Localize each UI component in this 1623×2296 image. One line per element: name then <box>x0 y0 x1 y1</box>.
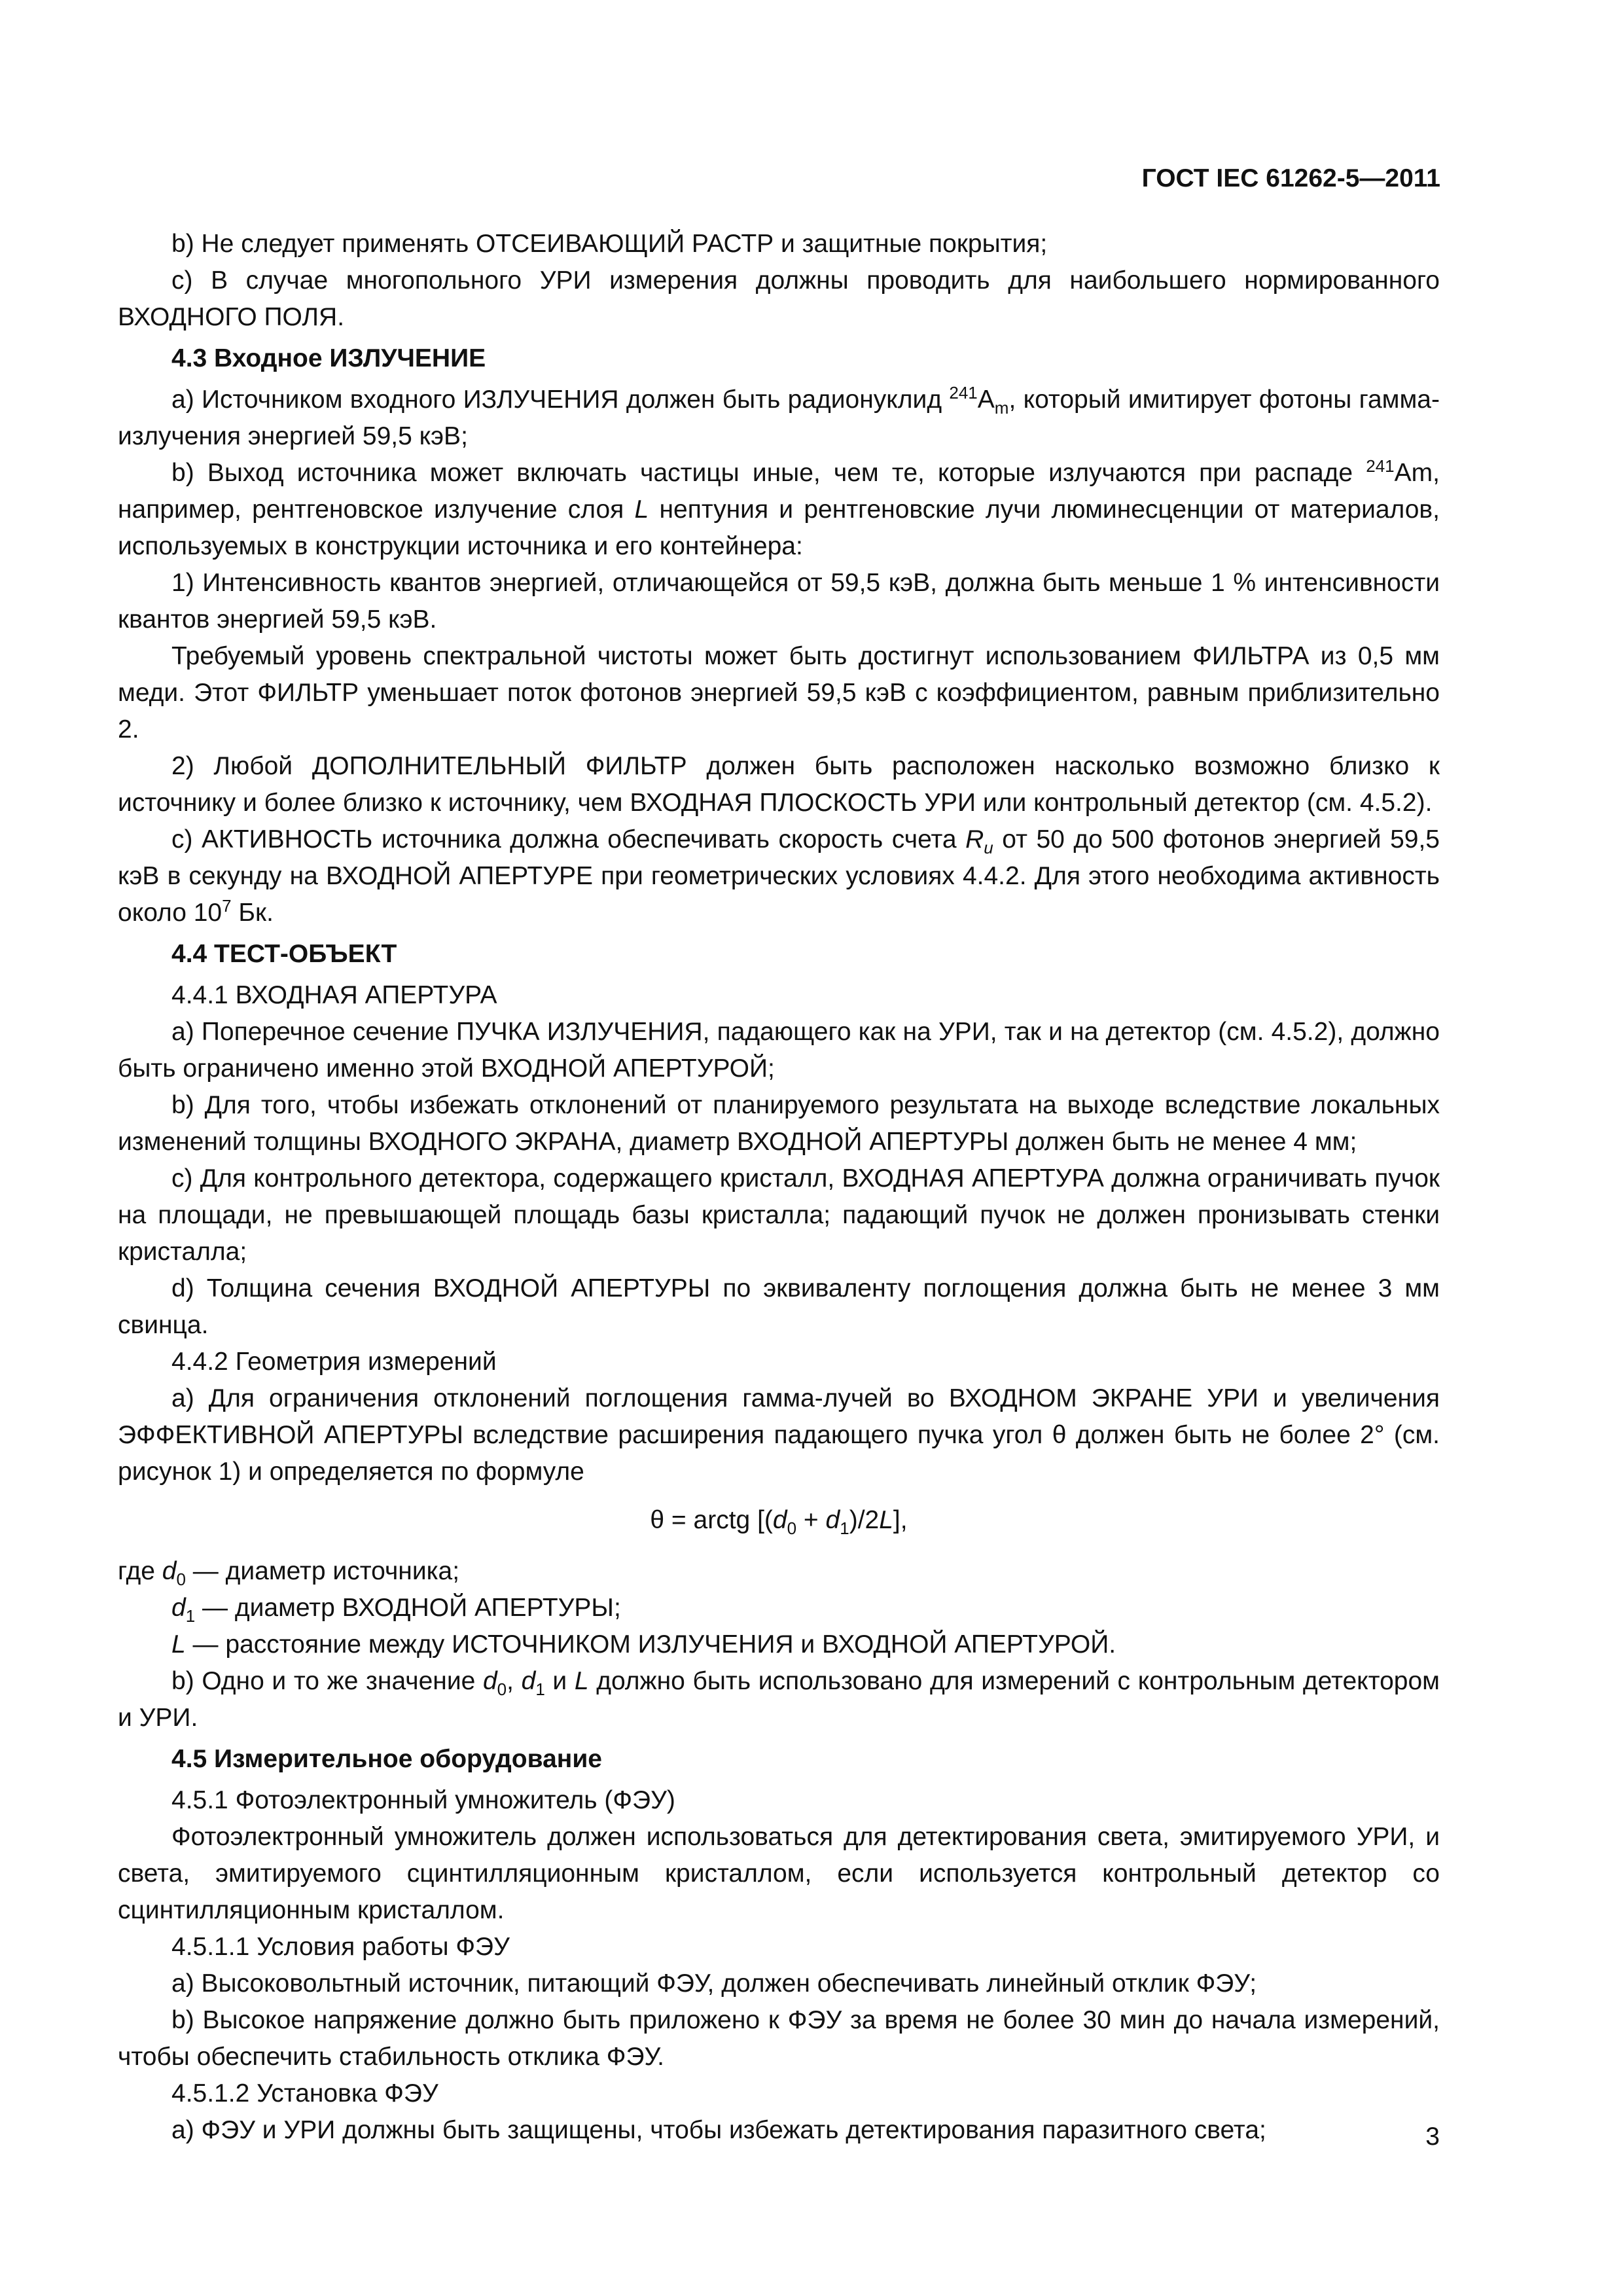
subsection-4-5-1-1-heading: 4.5.1.1 Условия работы ФЭУ <box>171 1933 510 1961</box>
item-b-antigrid: b) Не следует применять ОТСЕИВАЮЩИЙ РАСТР и защитные покрытия; <box>171 230 1048 258</box>
section-4-4-heading: 4.4 ТЕСТ-ОБЪЕКТ <box>171 940 397 968</box>
item-1-intensity: 1) Интенсивность квантов энергией, отличающейся от 59,5 кэВ, должна быть меньше 1 % интенсивности квантов энергией 59,5 кэВ. <box>118 569 1440 634</box>
paragraph-spectral-purity: Требуемый уровень спектральной чистоты может быть достигнут использованием ФИЛЬТРА из 0,5 мм меди. Этот ФИЛЬТР уменьшает поток фотонов энергией 59,5 кэВ с коэффициентом, равным приблизительно 2. <box>118 642 1440 744</box>
item-a-source: a) Источником входного ИЗЛУЧЕНИЯ должен быть радионуклид $^{241}А_m$, который имитирует фотоны гамма-излучения энергией 59,5 кэВ; <box>118 383 1440 450</box>
item-a-hv-source: a) Высоковольтный источник, питающий ФЭУ, должен обеспечивать линейный отклик ФЭУ; <box>171 1969 1257 1998</box>
item-b-hv-time: b) Высокое напряжение должно быть приложено к ФЭУ за время не более 30 мин до начала измерений, чтобы обеспечить стабильность отклика ФЭУ. <box>118 2006 1440 2071</box>
where-L: L — расстояние между ИСТОЧНИКОМ ИЗЛУЧЕНИЯ и ВХОДНОЙ АПЕРТУРОЙ. <box>171 1630 1116 1659</box>
item-a-shielding: a) ФЭУ и УРИ должны быть защищены, чтобы избежать детектирования паразитного света; <box>171 2116 1266 2144</box>
where-d1: $d_1$ — диаметр ВХОДНОЙ АПЕРТУРЫ; <box>171 1594 621 1626</box>
item-d-thickness: d) Толщина сечения ВХОДНОЙ АПЕРТУРЫ по эквиваленту поглощения должна быть не менее 3 мм свинца. <box>118 1274 1440 1339</box>
subsection-4-4-1-heading: 4.4.1 ВХОДНАЯ АПЕРТУРА <box>171 981 497 1009</box>
item-b-source-output: b) Выход источника может включать частицы иные, чем те, которые излучаются при распаде $^{241}$Am, например, рентгеновское излучение слоя L нептуния и рентгеновские лучи люминесценции от материалов, используемых в конструкции источника и его контейнера: <box>118 456 1440 560</box>
document-code: ГОСТ IEC 61262-5—2011 <box>1141 164 1440 192</box>
item-b-aperture-diameter: b) Для того, чтобы избежать отклонений от планируемого результата на выходе вследствие локальных изменений толщины ВХОДНОГО ЭКРАНА, диаметр ВХОДНОЙ АПЕРТУРЫ должен быть не менее 4 мм; <box>118 1091 1440 1156</box>
section-4-5-heading: 4.5 Измерительное оборудование <box>171 1745 602 1773</box>
page-number: 3 <box>1425 2123 1440 2151</box>
item-c-activity: c) АКТИВНОСТЬ источника должна обеспечивать скорость счета $R_и$ от 50 до 500 фотонов энергией 59,5 кэВ в секунду на ВХОДНОЙ АПЕРТУРЕ при геометрических условиях 4.4.2. Для этого необходима активность около $10^7$ Бк. <box>118 825 1440 927</box>
subsection-4-4-2-heading: 4.4.2 Геометрия измерений <box>171 1348 497 1376</box>
paragraph-pmt: Фотоэлектронный умножитель должен использоваться для детектирования света, эмитируемого УРИ, и света, эмитируемого сцинтилляционным кристаллом, если используется контрольный детектор со сцинтилляционным кристаллом. <box>118 1823 1440 1924</box>
subsection-4-5-1-heading: 4.5.1 Фотоэлектронный умножитель (ФЭУ) <box>171 1786 675 1814</box>
item-b-same-values: b) Одно и то же значение $d_0$, $d_1$ и L должно быть использовано для измерений с контрольным детектором и УРИ. <box>118 1667 1440 1732</box>
formula-theta: θ = arctg $[(d_0 + d_1)/2L]$, <box>650 1506 908 1538</box>
item-a-beam-section: a) Поперечное сечение ПУЧКА ИЗЛУЧЕНИЯ, падающего как на УРИ, так и на детектор (см. 4.5.2), должно быть ограничено именно этой ВХОДНОЙ АПЕРТУРОЙ; <box>118 1018 1440 1083</box>
subsection-4-5-1-2-heading: 4.5.1.2 Установка ФЭУ <box>171 2079 438 2108</box>
item-c-multifield: c) В случае многопольного УРИ измерения должны проводить для наибольшего нормированного ВХОДНОГО ПОЛЯ. <box>118 266 1440 331</box>
section-4-3-heading: 4.3 Входное ИЗЛУЧЕНИЕ <box>171 344 486 372</box>
page-body <box>118 226 1440 2149</box>
item-2-additional-filter: 2) Любой ДОПОЛНИТЕЛЬНЫЙ ФИЛЬТР должен быть расположен насколько возможно близко к источнику и более близко к источнику, чем ВХОДНАЯ ПЛОСКОСТЬ УРИ или контрольный детектор (см. 4.5.2). <box>118 752 1440 817</box>
where-d0: где $d_0$ — диаметр источника; <box>118 1557 460 1589</box>
item-a-geometry: a) Для ограничения отклонений поглощения гамма-лучей во ВХОДНОМ ЭКРАНЕ УРИ и увеличения ЭФФЕКТИВНОЙ АПЕРТУРЫ вследствие расширения падающего пучка угол θ должен быть не более 2° (см. рисунок 1) и определяется по формуле <box>118 1384 1440 1486</box>
item-c-crystal: c) Для контрольного детектора, содержащего кристалл, ВХОДНАЯ АПЕРТУРА должна ограничивать пучок на площади, не превышающей площадь базы кристалла; падающий пучок не должен пронизывать стенки кристалла; <box>118 1164 1440 1266</box>
